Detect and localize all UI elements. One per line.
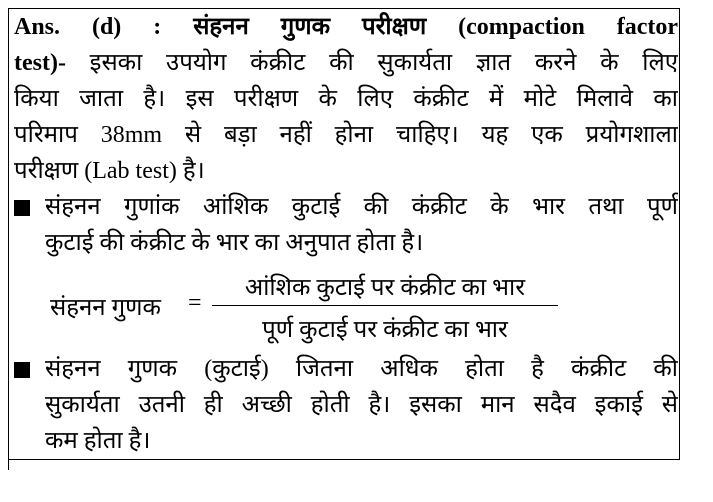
answer-line-3: किया जाता है। इस परीक्षण के लिए कंक्रीट में मोटे मिलावे का <box>14 86 678 112</box>
answer-test-label: test)- <box>14 50 66 76</box>
answer-label: Ans. (d) : <box>14 14 162 40</box>
formula-denominator: पूर्ण कुटाई पर कंक्रीट का भार <box>262 317 508 343</box>
answer-line-4: परिमाप 38mm से बड़ा नहीं होना चाहिए। यह एक प्रयोगशाला <box>14 122 678 148</box>
bullet-1-marker <box>14 200 30 216</box>
formula-equals: = <box>188 290 202 316</box>
answer-heading-line <box>14 10 678 44</box>
page-edge-mark <box>8 460 9 470</box>
answer-title-en: (compaction factor <box>458 14 678 40</box>
formula-lhs: संहनन गुणक <box>50 295 161 321</box>
answer-title: संहनन गुणक परीक्षण <box>193 14 427 40</box>
formula-numerator: आंशिक कुटाई पर कंक्रीट का भार <box>244 275 526 301</box>
bullet-2-line-2: सुकार्यता उतनी ही अच्छी होती है। इसका मान सदैव इकाई से <box>45 392 678 418</box>
bullet-2-line-3: कम होता है। <box>45 428 151 454</box>
bullet-2-marker <box>14 362 30 378</box>
answer-line-5: परीक्षण (Lab test) है। <box>14 158 205 184</box>
answer-line-2-text: इसका उपयोग कंक्रीट की सुकार्यता ज्ञात करने के लिए <box>65 50 678 76</box>
answer-line-2 <box>14 46 678 80</box>
bullet-1-line-1: संहनन गुणांक आंशिक कुटाई की कंक्रीट के भार तथा पूर्ण <box>45 194 678 220</box>
bullet-1-line-2: कुटाई की कंक्रीट के भार का अनुपात होता है। <box>45 230 424 256</box>
formula-fraction-bar <box>212 305 558 306</box>
bullet-2-line-1: संहनन गुणक (कुटाई) जितना अधिक होता है कंक्रीट की <box>45 356 678 382</box>
